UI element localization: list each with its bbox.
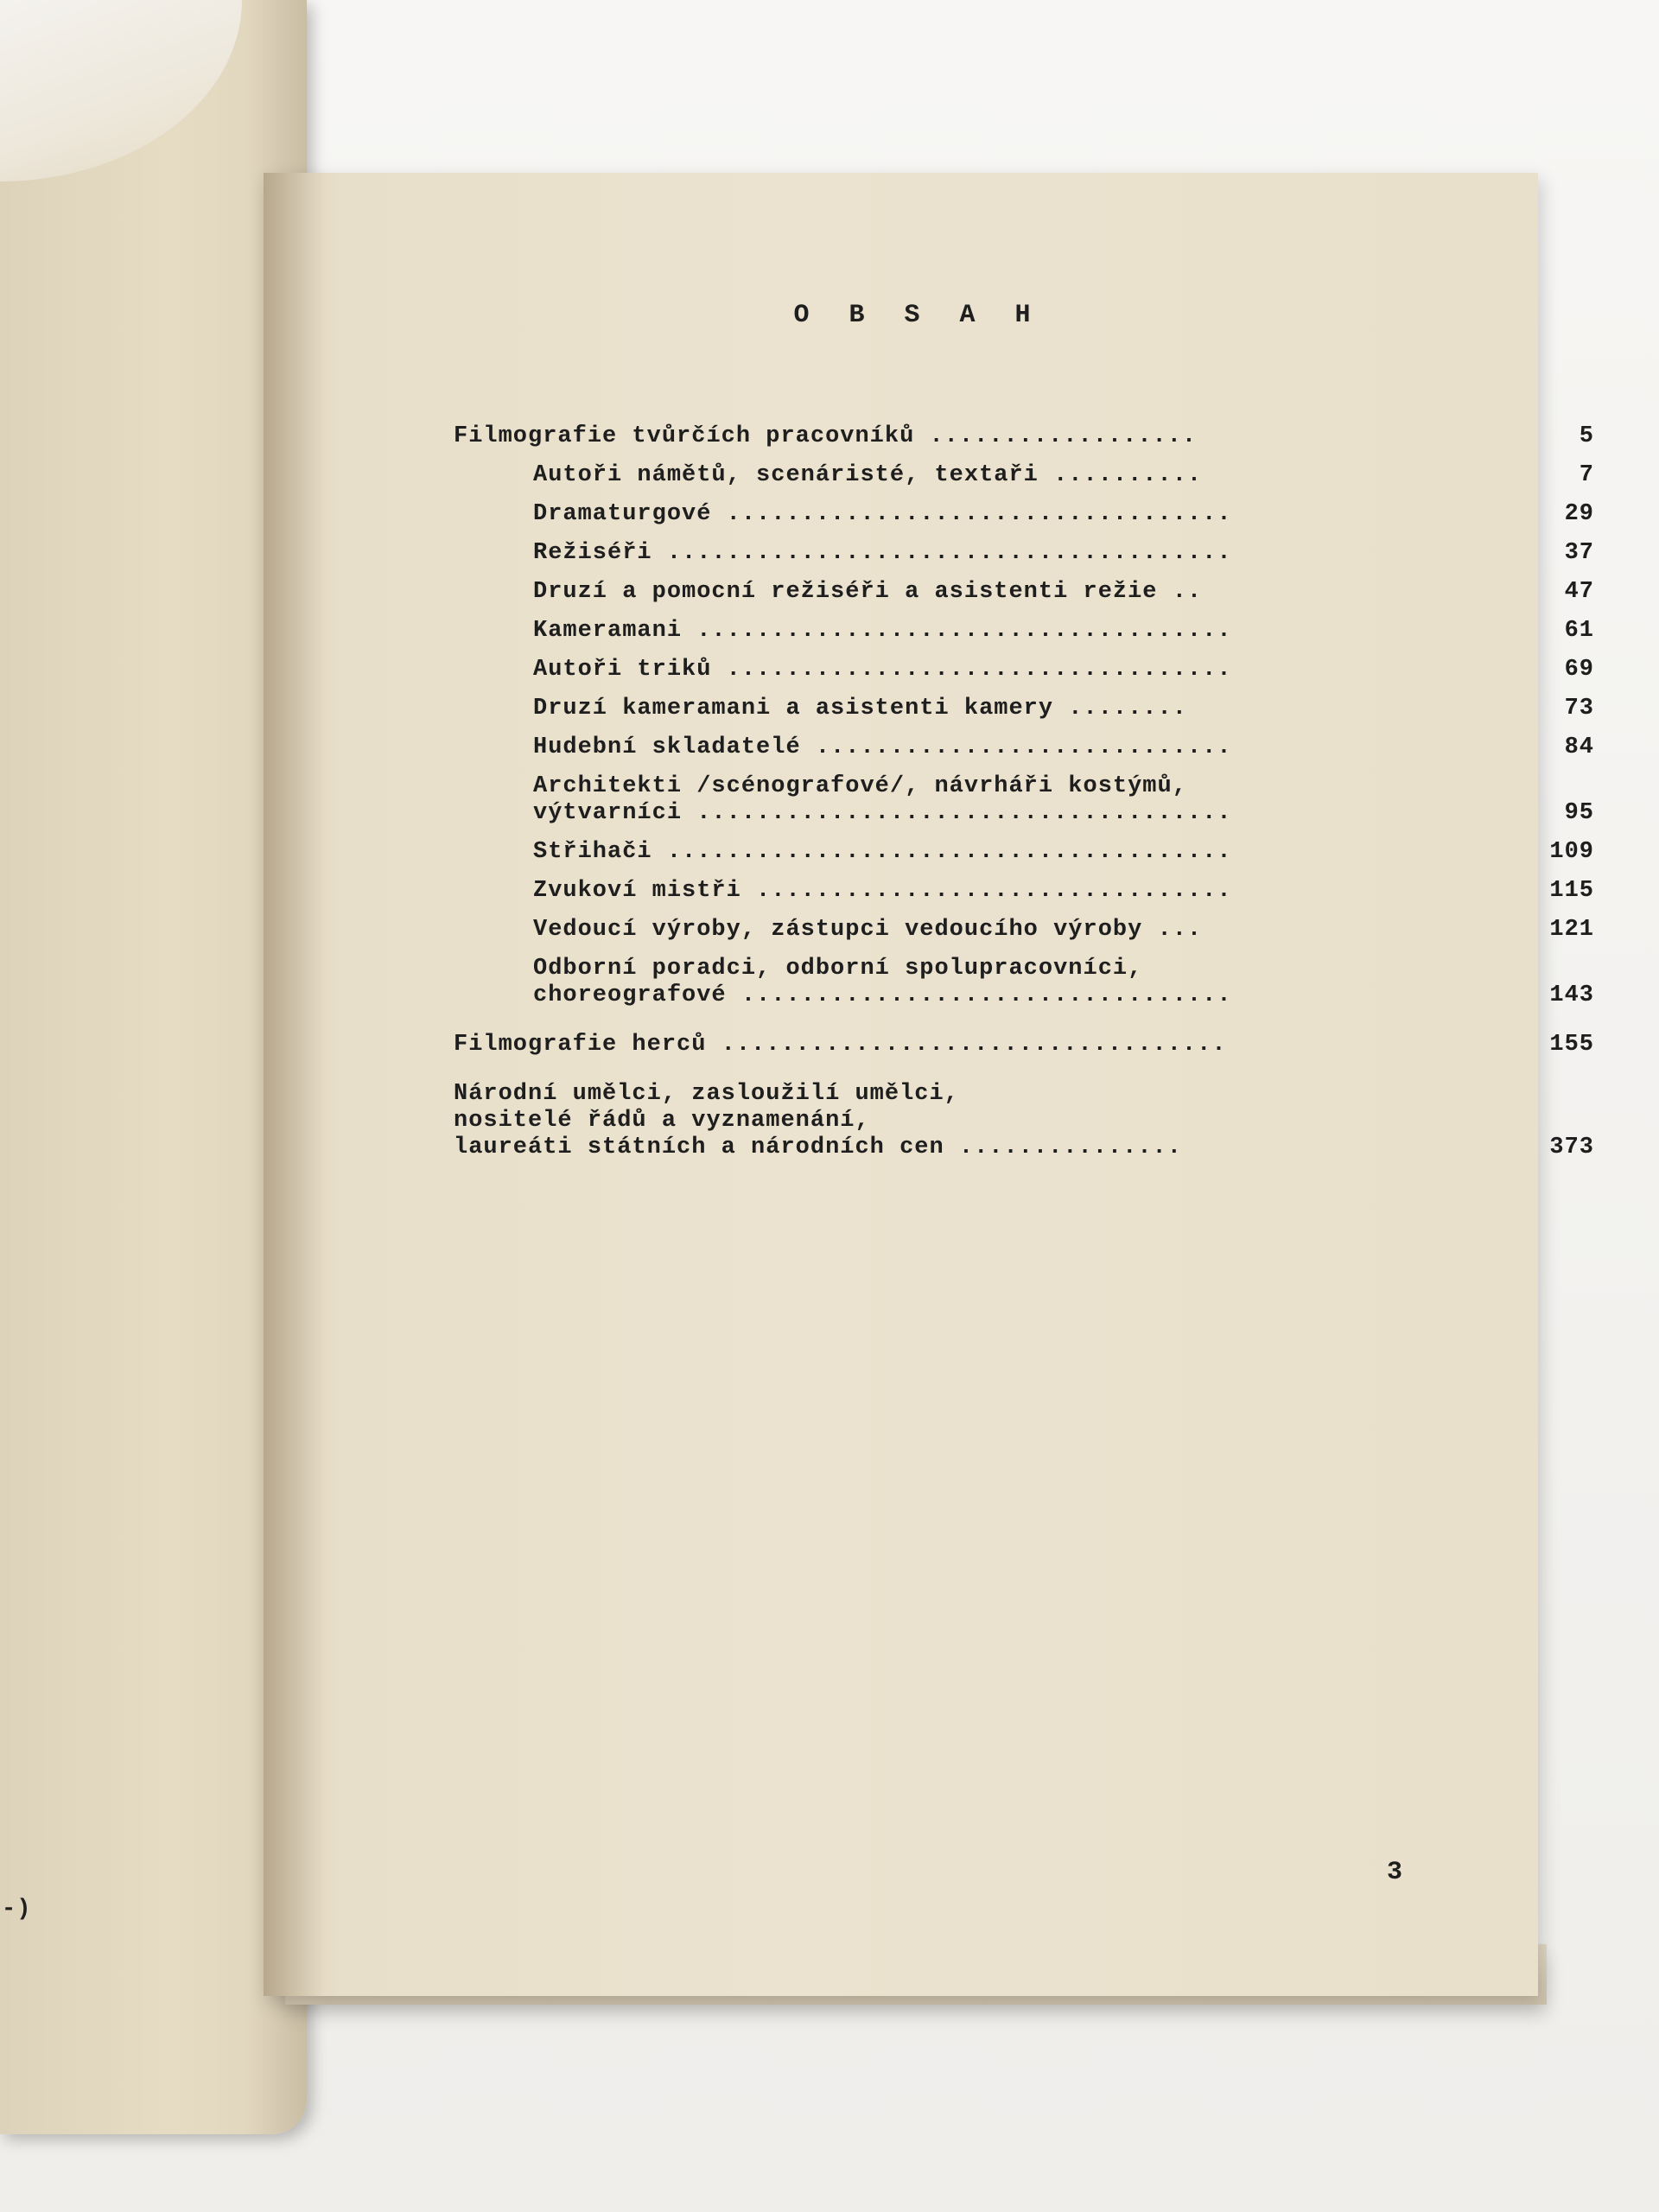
toc-entry bbox=[454, 696, 1594, 722]
toc-entry-page: 109 bbox=[1549, 839, 1594, 865]
toc-entry-title: Filmografie herců .................................. bbox=[454, 1032, 1227, 1058]
toc-entry bbox=[454, 423, 1594, 450]
page-number: 3 bbox=[1387, 1858, 1404, 1887]
right-page bbox=[264, 173, 1594, 1996]
toc-entry-title: Zvukoví mistři ................................ bbox=[533, 878, 1232, 904]
toc-entry-title: Druzí kameramani a asistenti kamery ........ bbox=[533, 696, 1187, 721]
toc-entry bbox=[454, 501, 1594, 528]
toc-entry-page: 73 bbox=[1564, 696, 1594, 721]
toc-entry-title: Střihači ...................................... bbox=[533, 839, 1232, 865]
toc-entry-title: Autoři námětů, scenáristé, textaři .......... bbox=[533, 462, 1203, 488]
toc-entry bbox=[454, 1032, 1594, 1058]
toc-entry-page: 29 bbox=[1564, 501, 1594, 527]
gutter-shadow bbox=[264, 173, 324, 1996]
toc-entry-title: Filmografie tvůrčích pracovníků .................. bbox=[454, 423, 1198, 449]
toc-entry-title: Národní umělci, zasloužilí umělci, nositelé řádů a vyznamenání, laureáti státních a národních cen ............... bbox=[454, 1081, 1182, 1160]
toc-entry bbox=[454, 878, 1594, 905]
toc-entry-title: Architekti /scénografové/, návrháři kostýmů, výtvarníci .................................... bbox=[533, 773, 1232, 826]
toc-entry-page: 373 bbox=[1549, 1135, 1594, 1160]
table-of-contents bbox=[454, 423, 1594, 1173]
toc-entry-page: 37 bbox=[1564, 540, 1594, 566]
contents-heading: O B S A H bbox=[793, 301, 1043, 330]
toc-entry bbox=[454, 917, 1594, 944]
toc-entry bbox=[454, 540, 1594, 567]
toc-entry-page: 84 bbox=[1564, 734, 1594, 760]
toc-entry-title: Vedoucí výroby, zástupci vedoucího výroby ... bbox=[533, 917, 1203, 943]
toc-entry bbox=[454, 618, 1594, 645]
toc-entry-title: Odborní poradci, odborní spolupracovníci, choreografové ................................. bbox=[533, 956, 1232, 1008]
left-page-curl bbox=[0, 0, 242, 181]
toc-entry-page: 95 bbox=[1564, 800, 1594, 826]
toc-entry bbox=[454, 1081, 1594, 1161]
toc-entry-title: Autoři triků .................................. bbox=[533, 657, 1232, 683]
toc-entry-title: Hudební skladatelé ............................ bbox=[533, 734, 1232, 760]
toc-entry-page: 61 bbox=[1564, 618, 1594, 644]
toc-entry-title: Režiséři ...................................... bbox=[533, 540, 1232, 566]
toc-entry-page: 47 bbox=[1564, 579, 1594, 605]
toc-entry-page: 69 bbox=[1564, 657, 1594, 683]
left-page-text-fragment: -) bbox=[2, 1897, 32, 1923]
toc-entry bbox=[454, 773, 1594, 827]
toc-entry-title: Dramaturgové .................................. bbox=[533, 501, 1232, 527]
toc-entry-title: Druzí a pomocní režiséři a asistenti režie .. bbox=[533, 579, 1203, 605]
toc-entry-page: 5 bbox=[1579, 423, 1594, 449]
toc-entry bbox=[454, 579, 1594, 606]
toc-entry bbox=[454, 839, 1594, 866]
toc-entry-page: 143 bbox=[1549, 982, 1594, 1008]
toc-entry bbox=[454, 657, 1594, 683]
toc-entry bbox=[454, 734, 1594, 761]
toc-entry bbox=[454, 956, 1594, 1009]
toc-entry-page: 115 bbox=[1549, 878, 1594, 904]
toc-entry-page: 155 bbox=[1549, 1032, 1594, 1058]
toc-entry-page: 7 bbox=[1579, 462, 1594, 488]
left-page bbox=[0, 0, 307, 2134]
toc-entry-title: Kameramani .................................... bbox=[533, 618, 1232, 644]
toc-entry-page: 121 bbox=[1549, 917, 1594, 943]
toc-entry bbox=[454, 462, 1594, 489]
